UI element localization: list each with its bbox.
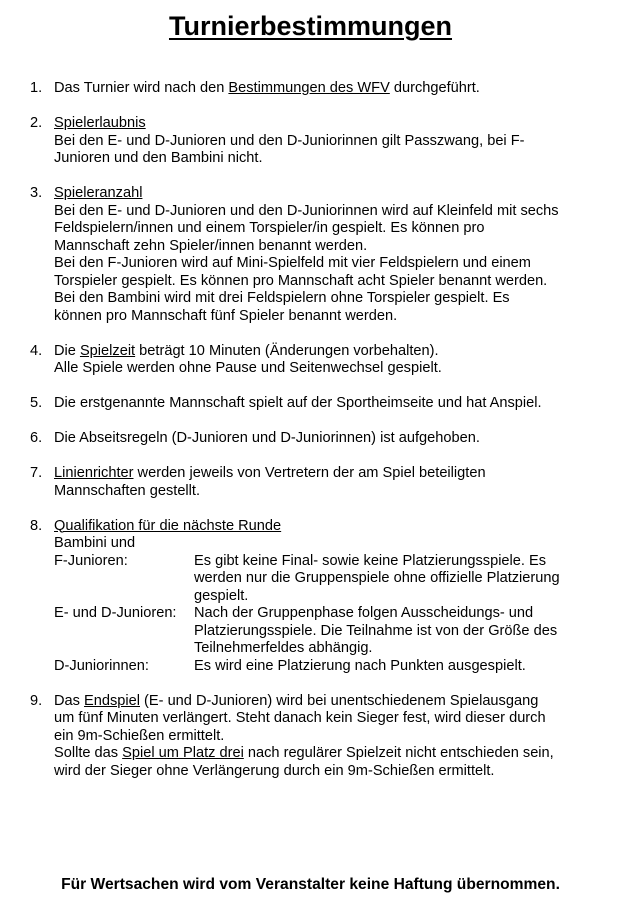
rule-line: wird der Sieger ohne Verlängerung durch ein 9m-Schießen ermittelt. bbox=[54, 762, 495, 779]
rule-8 bbox=[30, 518, 615, 676]
rule-text: werden jeweils von Vertretern der am Spiel beteiligten bbox=[133, 465, 486, 481]
rule-4 bbox=[30, 343, 615, 378]
qualification-line: Nach der Gruppenphase folgen Ausscheidungs- und bbox=[194, 605, 534, 621]
rule-line: Feldspielern/innen und einem Torspieler/in gespielt. Es können pro bbox=[54, 220, 485, 236]
rule-line: ein 9m-Schießen ermittelt. bbox=[54, 727, 225, 744]
rule-number: 8. bbox=[30, 517, 43, 534]
rule-line: Mannschaften gestellt. bbox=[54, 482, 201, 499]
rule-line: Mannschaft zehn Spieler/innen benannt werden. bbox=[54, 237, 368, 254]
rule-text: (E- und D-Junioren) wird bei unentschiedenem Spielausgang bbox=[140, 692, 539, 709]
qualification-line: Es gibt keine Final- sowie keine Platzierungsspiele. Es bbox=[194, 552, 547, 569]
rule-3 bbox=[30, 185, 615, 325]
rule-text: durchgeführt. bbox=[389, 80, 480, 96]
rule-line: können pro Mannschaft fünf Spieler benannt werden. bbox=[54, 307, 398, 324]
rule-line: Bei den E- und D-Junioren und den D-Juniorinnen gilt Passzwang, bei F- bbox=[54, 132, 525, 149]
rule-9 bbox=[30, 693, 615, 781]
qualification-label: E- und D-Junioren: bbox=[54, 605, 177, 621]
rule-number: 2. bbox=[30, 115, 43, 131]
rule-keyword: Endspiel bbox=[84, 692, 140, 709]
rule-number: 6. bbox=[30, 430, 43, 446]
rule-text: nach regulärer Spielzeit nicht entschieden sein, bbox=[243, 745, 554, 761]
qualification-label: Bambini und bbox=[54, 535, 136, 551]
rule-text: Die Abseitsregeln (D-Junioren und D-Juniorinnen) ist aufgehoben. bbox=[54, 430, 480, 446]
rule-line: Alle Spiele werden ohne Pause und Seitenwechsel gespielt. bbox=[54, 360, 442, 376]
rule-keyword: Linienrichter bbox=[54, 465, 134, 481]
rule-line: Bei den F-Junioren wird auf Mini-Spielfeld mit vier Feldspielern und einem bbox=[54, 255, 531, 271]
rule-number: 1. bbox=[30, 80, 43, 96]
rule-number: 5. bbox=[30, 395, 43, 411]
rule-heading: Spielerlaubnis bbox=[54, 115, 146, 131]
rule-heading: Spieleranzahl bbox=[54, 185, 143, 201]
qualification-text bbox=[194, 658, 615, 676]
qualification-text bbox=[194, 605, 615, 658]
rule-number: 7. bbox=[30, 465, 43, 481]
rule-6 bbox=[30, 430, 615, 448]
qualification-line: Es wird eine Platzierung nach Punkten ausgespielt. bbox=[194, 657, 526, 674]
rule-text: Sollte das bbox=[54, 745, 123, 761]
rule-5 bbox=[30, 395, 615, 413]
rule-text: Die bbox=[54, 342, 80, 359]
qualification-table bbox=[54, 553, 615, 676]
qualification-line: gespielt. bbox=[194, 587, 249, 604]
rule-7 bbox=[30, 465, 615, 500]
rule-line: Bei den E- und D-Junioren und den D-Juniorinnen wird auf Kleinfeld mit sechs bbox=[54, 202, 559, 219]
qualification-label: D-Juniorinnen: bbox=[54, 657, 149, 674]
liability-disclaimer: Für Wertsachen wird vom Veranstalter keine Haftung übernommen. bbox=[61, 876, 560, 893]
rule-number: 3. bbox=[30, 185, 43, 201]
rule-text: Das bbox=[54, 692, 85, 709]
rule-number: 4. bbox=[30, 342, 43, 359]
rule-line: Torspieler gespielt. Es können pro Mannschaft acht Spieler benannt werden. bbox=[54, 272, 548, 289]
rule-line: um fünf Minuten verlängert. Steht danach kein Sieger fest, wird dieser durch bbox=[54, 710, 546, 726]
wfv-rules-link: Bestimmungen des WFV bbox=[228, 80, 390, 96]
qualification-line: Teilnehmerfeldes abhängig. bbox=[194, 640, 373, 656]
qualification-line: Platzierungsspiele. Die Teilnahme ist von der Größe des bbox=[194, 622, 558, 639]
rule-number: 9. bbox=[30, 692, 43, 709]
rule-2 bbox=[30, 115, 615, 168]
rules-list bbox=[30, 80, 615, 798]
rule-text: Die erstgenannte Mannschaft spielt auf der Sportheimseite und hat Anspiel. bbox=[54, 395, 542, 411]
rule-1 bbox=[30, 80, 615, 98]
rule-keyword: Spiel um Platz drei bbox=[122, 745, 244, 761]
rule-text: beträgt 10 Minuten (Änderungen vorbehalten). bbox=[135, 342, 439, 359]
page-title: Turnierbestimmungen bbox=[168, 11, 453, 41]
rule-keyword: Spielzeit bbox=[79, 342, 136, 359]
rule-line: Junioren und den Bambini nicht. bbox=[54, 150, 263, 166]
qualification-line: werden nur die Gruppenspiele ohne offizielle Platzierung bbox=[194, 570, 560, 586]
qualification-label: F-Junioren: bbox=[54, 552, 128, 569]
rule-heading: Qualifikation für die nächste Runde bbox=[54, 517, 282, 534]
rule-text: Das Turnier wird nach den bbox=[54, 80, 229, 96]
qualification-text bbox=[194, 553, 615, 606]
rule-line: Bei den Bambini wird mit drei Feldspielern ohne Torspieler gespielt. Es bbox=[54, 290, 510, 306]
